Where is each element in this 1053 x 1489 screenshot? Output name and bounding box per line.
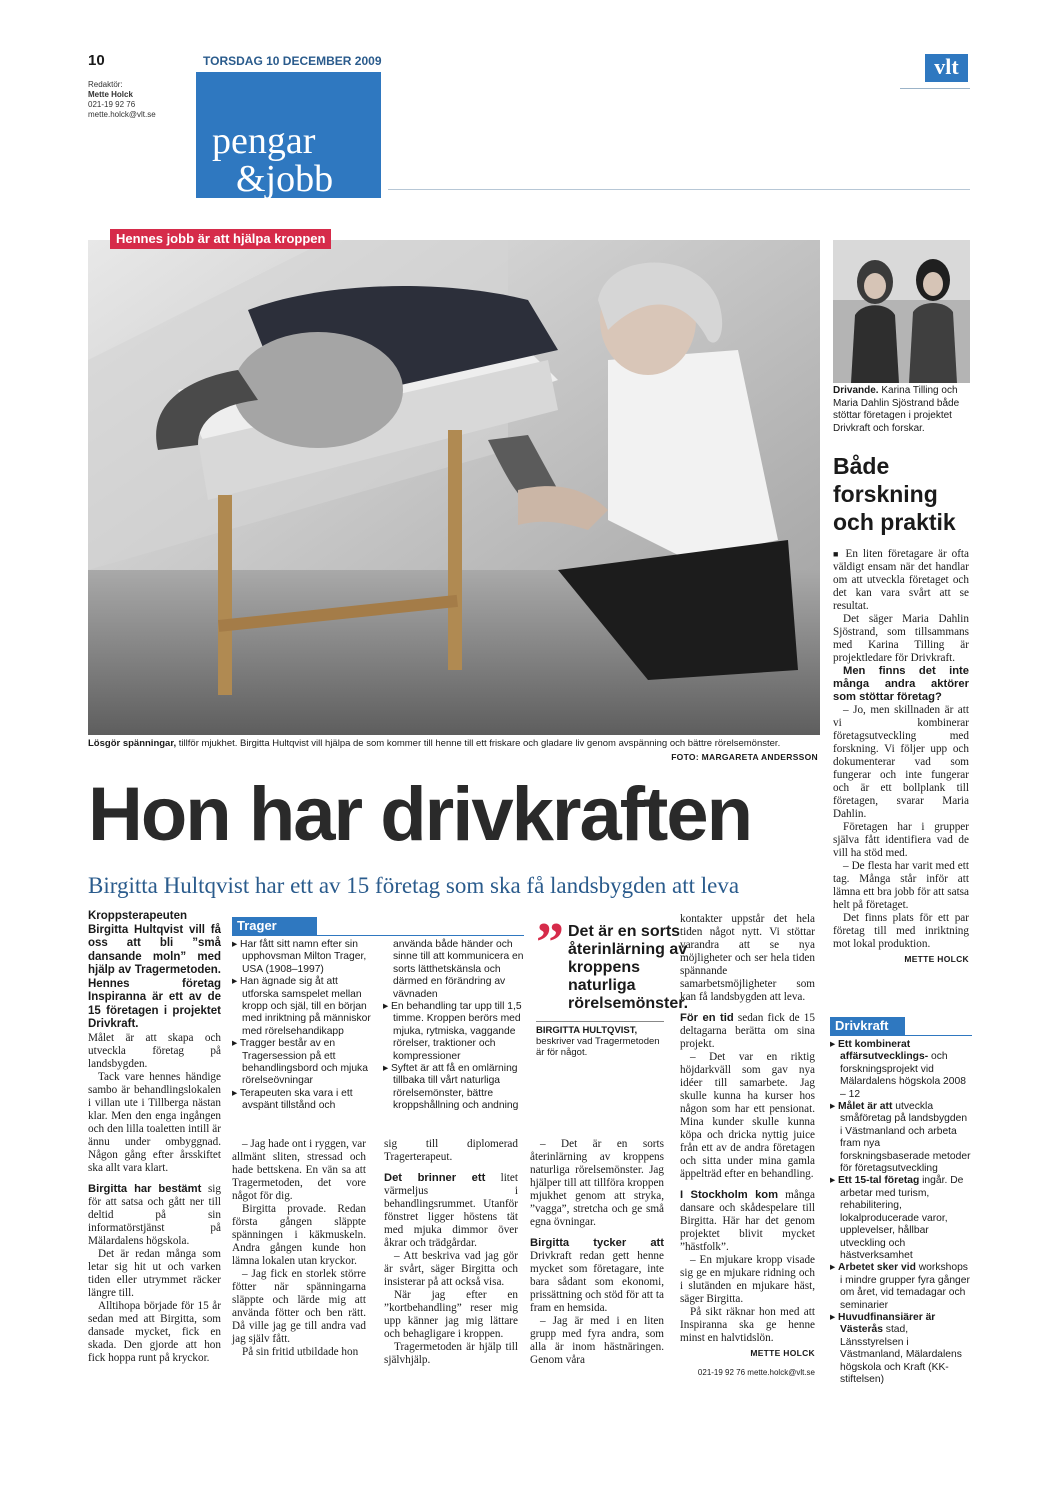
paragraph: Det finns plats för ett par företag till med inriktning mot lokal produktion. [833,912,969,950]
article-column-2 [232,1138,366,1359]
photo-caption-text: tillför mjukhet. Birgitta Hultqvist vill hjälpa de som kommer till henne till ett friskare och gladare liv genom avspänning och bättre rörelsemönster. [176,738,781,749]
fact-item: ▸ Tragger består av en Tragersession på ett behandlingsbord och mjuka rörelseövningar [232,1038,368,1087]
header-rule [900,88,970,89]
paragraph: Alltihopa började för 15 år sedan med att Birgitta, som dansade mycket, fick en skada. Den gjorde att hon fick hoppa runt på kryckor. [88,1299,221,1364]
paragraph: Det säger Maria Dahlin Sjöstrand, som tillsammans med Karina Tilling är projektledare för Drivkraft. [833,613,969,664]
paragraph: – Jag hade ont i ryggen, var allmänt sliten, stressad och hade bettskena. En vän sa att Tragermetoden, det vore något för dig. [232,1138,366,1202]
article-kicker: Hennes jobb är att hjälpa kroppen [110,229,331,249]
sidebar-headline-line: forskning [833,481,938,507]
fact-item: ▸ Målet är att utveckla småföretag på landsbygden i Västmanland och arbeta fram nya forskningsbaserade metoder för företagsutveckling [830,1101,971,1175]
editor-phone: 021-19 92 76 [88,100,136,109]
section-logo [196,72,381,198]
paragraph: – Jo, men skillnaden är att vi kombinerar företagsutveckling med forskning. Vi följer upp och dokumenterar vad som fungerar och inte fungerar och är ett bollplank till företagen, svarar Maria Dahlin. [833,704,969,820]
newspaper-logo: vlt [925,54,968,82]
fact-text: ingår. De arbetar med turism, rehabilitering, lokalproducerade varor, upplevelser, hållbar utveckling och hästverksamhet [840,1175,964,1261]
article-byline: METTE HOLCK [750,1348,815,1358]
pull-quote [536,912,689,1058]
paragraph-text: många dansare och skådespelare till Birgitta. Här har det genom projektet blivit mycket ”hästfolk”. [680,1189,815,1253]
paragraph: – Det var en riktig höjdarkväll som gav nya idéer till samarbete. Jag skulle kunna ha kurser hos någon som har ett pensionat. Mina kunder skulle kunna köpa och dricka nyttig juice från ett av de andra företagen och sitta under mina gamla äppelträd efter en behandling. [680,1051,815,1180]
article-column-3 [384,1138,518,1367]
paragraph: Målet är att skapa och utveckla företag på landsbygden. [88,1031,221,1070]
sidebar-photo [833,240,970,383]
paragraph: På sikt räknar hon med att Inspiranna ska ge henne minst en halvtidslön. [680,1306,815,1344]
editor-label: Redaktör: [88,80,123,89]
quote-source-name: BIRGITTA HULTQVIST, [536,1025,638,1036]
paragraph: Tack vare hennes händige sambo är behandlingslokalen i villan ute i Tillberga nästan klar. Men den enga ingången och den lilla toaletten intill är ännu under ombyggnad. Någon gång efter årsskiftet ska allt vara klart. [88,1070,221,1174]
fact-item: ▸ Han ägnade sig åt att utforska samspelet mellan kropp och själ, till en början med inriktning på människor med rörelsehandikapp [232,976,371,1037]
fact-text: stad, Länsstyrelsen i Västmanland, Mälardalens högskola och Kraft (KK-stiftelsen) [840,1324,962,1385]
subheadline: Birgitta Hultqvist har ett av 15 företag som ska få landsbygden att leva [88,873,740,898]
drivkraft-items [830,1039,972,1386]
section-line-2: &jobb [236,158,334,200]
editor-email: mette.holck@vlt.se [88,110,156,119]
paragraph: ■ En liten företagare är ofta väldigt ensam när det handlar om att utveckla företaget och det kan vara svårt att se resultat. [833,548,969,612]
section-rule [388,189,970,190]
paragraph: sig till diplomerad Tragerterapeut. [384,1138,518,1163]
paragraph-lead: Birgitta tycker att [530,1237,664,1249]
paragraph: – Jag är med i en liten grupp med fyra andra, som alla är inom hästnäringen. Genom våra [530,1315,664,1366]
paragraph-lead: I Stockholm kom [680,1189,779,1201]
paragraph: – Jag fick en storlek större fötter när spänningarna släppte och lärde mig att använda fötter och ben rätt. Då ville jag ge till andra vad jag själv fått. [232,1268,366,1345]
quote-source-desc: beskriver vad Tragermetoden är för något. [536,1036,660,1058]
fact-lead: Huvudfinansiärer är Västerås [838,1311,936,1336]
sidebar-photo-caption [833,385,973,435]
drivkraft-fact-box [830,1017,972,1386]
article-lead: Kroppsterapeuten Birgitta Hultqvist vill få oss att bli ”små dansande moln” med hjälp av Tragermetoden. Hennes företag Inspiranna är ett av de 15 företagen i projektet Drivkraft. [88,910,221,1030]
massage-photo-illustration [88,240,820,735]
editor-name: Mette Holck [88,90,133,99]
fact-lead: Arbetet sker vid [838,1262,916,1274]
fact-text: workshops i mindre grupper fyra gånger om året, vid temadagar och seminarier [840,1262,970,1311]
sidebar-headline [833,452,973,536]
paragraph-text: En liten företagare är ofta väldigt ensam när det handlar om att utveckla företaget och det kan vara svårt att se resultat. [833,548,969,612]
paragraph: – En mjukare kropp visade sig ge en mjukare ridning och i slutänden en mjukare häst, säger Birgitta. [680,1254,815,1305]
photo-caption-lead: Lösgör spänningar, [88,738,177,749]
fact-text: En behandling tar upp till 1,5 timme. Kroppen berörs med mjuka, rytmiska, vaggande rörelser, traktioner och kompressioner [391,1001,522,1062]
paragraph-lead: Birgitta har bestämt [88,1182,202,1195]
issue-date: TORSDAG 10 DECEMBER 2009 [203,54,382,68]
paragraph-text: Drivkraft redan gett henne mycket som företagare, inte bara sådant som ekonomi, prissättning och stöd för att ta fram en hemsida. [530,1250,664,1314]
photo-credit: FOTO: MARGARETA ANDERSSON [671,752,818,762]
paragraph: – Att beskriva vad jag gör är svårt, säger Birgitta och insisterar på att också visa. [384,1250,518,1288]
fact-item: ▸ En behandling tar upp till 1,5 timme. Kroppen berörs med mjuka, rytmiska, vaggande rörelser, traktioner och kompressioner [383,1001,522,1062]
paragraph-text: litet värmeljus i behandlingsrummet. Utanför fönstret ligger höstens tät med mjuka dimmor över åkrar och trädgårdar. [384,1172,518,1249]
fact-text: Terapeuten ska vara i ett avspänt tillstånd och använda både händer och sinne till att kommunicera en sorts lätthetskänsla och därmed en förändring av vävnaden [239,939,524,1112]
article-column-5 [680,913,815,1379]
quote-source [536,1021,664,1058]
fact-item: ▸ Ett 15-tal företag ingår. De arbetar med turism, rehabilitering, lokalproducerade varor, upplevelser, hållbar utveckling och hästverksamhet [830,1175,964,1261]
paragraph [530,1237,664,1315]
paragraph: Tragermetoden är hjälp till självhjälp. [384,1341,518,1366]
fact-item: ▸ Har fått sitt namn efter sin upphovsman Milton Trager, USA (1908–1997) [232,939,367,975]
article-contact: 021-19 92 76 mette.holck@vlt.se [697,1368,815,1377]
fact-item: ▸ Huvudfinansiärer är Västerås stad, Länsstyrelsen i Västmanland, Mälardalens högskola och Kraft (KK-stiftelsen) [830,1311,962,1385]
paragraph [680,1189,815,1254]
sidebar-caption-lead: Drivande. [833,385,879,396]
photo-caption [88,738,818,750]
fact-item: ▸ Ett kombinerat affärsutvecklings- och forskningsprojekt vid Mälardalens högskola 2008 – 12 [830,1039,966,1100]
trager-items [232,939,524,1144]
drivkraft-box-title: Drivkraft [830,1017,905,1035]
paragraph [88,1183,221,1248]
fact-text: Tragger består av en Tragersession på ett behandlingsbord och mjuka rörelseövningar [239,1038,368,1087]
paragraph: Birgitta provade. Redan första gången släppte spänningen i käkmuskeln. Andra gången kunde hon lämna lokalen utan kryckor. [232,1203,366,1267]
fact-item: ▸ Terapeuten ska vara i ett avspänt tillstånd och använda både händer och sinne till att kommunicera en sorts lätthetskänsla och därmed en förändring av vävnaden [232,939,524,1112]
quote-mark: ” [536,912,564,974]
paragraph-text: sedan fick de 15 deltagarna berätta om sina projekt. [680,1012,815,1050]
trager-box-title: Trager [232,917,317,935]
sidebar-caption-text: Karina Tilling och Maria Dahlin Sjöstrand både stöttar företagen i projektet Drivkraft och forskar. [833,385,960,434]
article-column-1 [88,910,221,1365]
paragraph-lead: Det brinner ett [384,1172,486,1184]
paragraph: kontakter uppstår det hela tiden något nytt. Vi stöttar varandra att se nya möjligheter och ser hela tiden spännande samarbetsmöjligheter som kan få landsbygden att leva. [680,913,815,1003]
paragraph [680,1012,815,1051]
paragraph: När jag efter en ”kortbehandling” reser mig upp känner jag mig lättare och behagligare i kroppen. [384,1289,518,1340]
paragraph-lead: För en tid [680,1012,734,1024]
paragraph: Det är redan många som letar sig hit ut och varken tiden eller utrymmet räcker längre till. [88,1247,221,1299]
main-photo [88,240,820,735]
fact-text: utveckla småföretag på landsbygden i Västmanland och arbeta fram nya forskningsbaserade metoder för företagsutveckling [840,1101,971,1175]
section-line-1: pengar [212,120,316,162]
fact-text: Har fått sitt namn efter sin upphovsman Milton Trager, USA (1908–1997) [240,939,367,975]
fact-text: Syftet är att få en omlärning tillbaka till vårt naturliga rörelsemönster, bättre kroppshållning och andning [391,1063,519,1112]
paragraph: Företagen har i grupper själva fått identifiera vad de vill ha stöd med. [833,821,969,859]
headline: Hon har drivkraften [88,772,752,857]
trager-fact-box [232,917,524,1144]
fact-item: ▸ Arbetet sker vid workshops i mindre grupper fyra gånger om året, vid temadagar och seminarier [830,1262,970,1311]
editor-info [88,80,198,120]
fact-text: och forskningsprojekt vid Mälardalens högskola 2008 – 12 [840,1051,966,1100]
paragraph-text: sig för att satsa och gått ner till deltid på sin informatörstjänst på Mälardalens högskola. [88,1182,221,1247]
two-women-photo-illustration [833,240,970,383]
sidebar-text [833,548,969,966]
fact-item: ▸ Syftet är att få en omlärning tillbaka till vårt naturliga rörelsemönster, bättre kroppshållning och andning [383,1063,519,1112]
sidebar-question: Men finns det inte många andra aktörer som stöttar företag? [833,665,969,703]
fact-lead: Målet är att [838,1101,893,1113]
quote-text: Det är en sorts återinlärning av kroppens naturliga rörelsemönster. [568,923,689,1012]
paragraph [384,1172,518,1250]
sidebar-byline: METTE HOLCK [904,954,969,964]
fact-lead: Ett 15-tal företag [838,1175,920,1187]
paragraph: På sin fritid utbildade hon [242,1346,359,1358]
fact-text: Han ägnade sig åt att utforska samspelet mellan kropp och själ, till en början med inriktning på människor med rörelsehandikapp [240,976,371,1037]
paragraph: – De flesta har varit med ett tag. Många står inför att lämna ett bra jobb för att satsa helt på företaget. [833,860,969,911]
sidebar-headline-line: och praktik [833,509,956,535]
page-number: 10 [88,52,105,69]
article-column-4 [530,1138,664,1367]
paragraph: – Det är en sorts återinlärning av kroppens naturliga rörelsemönster. Jag hjälper till att tillföra kroppen mjukhet genom att stryka, ”vagga”, stretcha och ge små egna övningar. [530,1138,664,1228]
fact-lead: Ett kombinerat affärsutvecklings- [838,1039,929,1063]
sidebar-headline-line: Både [833,453,890,479]
